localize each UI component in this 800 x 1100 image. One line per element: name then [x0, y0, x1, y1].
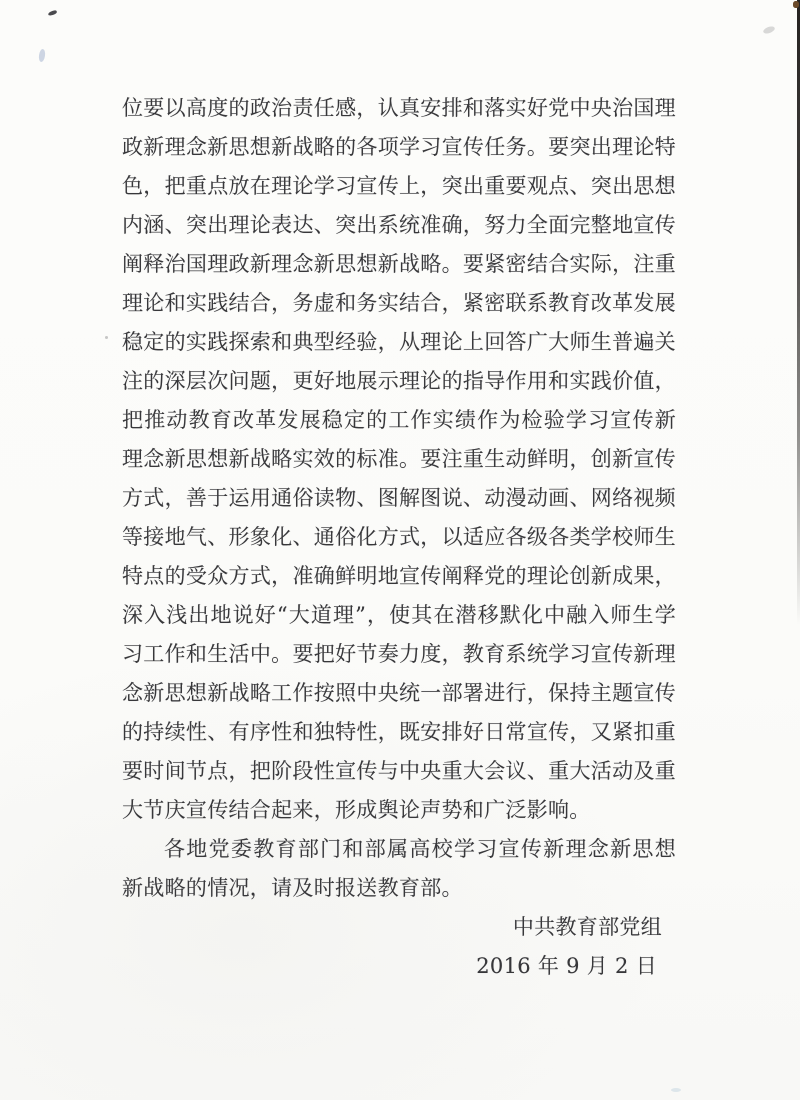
text-line: 习工作和生活中。要把好节奏力度，教育系统学习宣传新理: [122, 642, 676, 666]
text-line: 注的深层次问题，更好地展示理论的指导作用和实践价值，: [122, 369, 676, 393]
text-line: 等接地气、形象化、通俗化方式，以适应各级各类学校师生: [122, 525, 676, 549]
signature-line: 中共教育部党组: [512, 915, 662, 939]
scan-dot: [105, 336, 108, 339]
text-line: 深入浅出地说好“大道理”，使其在潜移默化中融入师生学: [122, 603, 676, 627]
text-line: 政新理念新思想新战略的各项学习宣传任务。要突出理论特: [122, 135, 676, 159]
text-line: 位要以高度的政治责任感，认真安排和落实好党中央治国理: [122, 96, 676, 120]
date-line: 2016 年 9 月 2 日: [476, 954, 657, 978]
text-line: 稳定的实践探索和典型经验，从理论上回答广大师生普遍关: [122, 330, 676, 354]
text-line: 要时间节点，把阶段性宣传与中央重大会议、重大活动及重: [122, 759, 676, 783]
scan-smudge: [762, 25, 775, 35]
text-line: 的持续性、有序性和独特性，既安排好日常宣传，又紧扣重: [122, 720, 676, 744]
text-line: 新战略的情况，请及时报送教育部。: [122, 876, 463, 900]
text-line: 理念新思想新战略实效的标准。要注重生动鲜明，创新宣传: [122, 447, 676, 471]
scan-blue-mark: [38, 49, 46, 63]
text-line: 色，把重点放在理论学习宣传上，突出重要观点、突出思想: [122, 174, 676, 198]
scan-speck-top-right: [793, 1, 799, 8]
scan-dot-bottom: [671, 1088, 681, 1092]
text-line: 大节庆宣传结合起来，形成舆论声势和广泛影响。: [122, 798, 591, 822]
text-line: 内涵、突出理论表达、突出系统准确，努力全面完整地宣传: [122, 213, 676, 237]
text-line: 方式，善于运用通俗读物、图解图说、动漫动画、网络视频: [122, 486, 676, 510]
text-line: 理论和实践结合，务虚和务实结合，紧密联系教育改革发展: [122, 291, 676, 315]
text-line: 阐释治国理政新理念新思想新战略。要紧密结合实际，注重: [122, 252, 676, 276]
scan-speck-top-left: [48, 10, 58, 17]
text-line: 念新思想新战略工作按照中央统一部署进行，保持主题宣传: [122, 681, 676, 705]
text-line: 特点的受众方式，准确鲜明地宣传阐释党的理论创新成果，: [122, 564, 676, 588]
text-line: 把推动教育改革发展稳定的工作实绩作为检验学习宣传新: [122, 408, 676, 432]
text-line: 各地党委教育部门和部属高校学习宣传新理念新思想: [164, 837, 676, 861]
document-body: [122, 89, 676, 986]
